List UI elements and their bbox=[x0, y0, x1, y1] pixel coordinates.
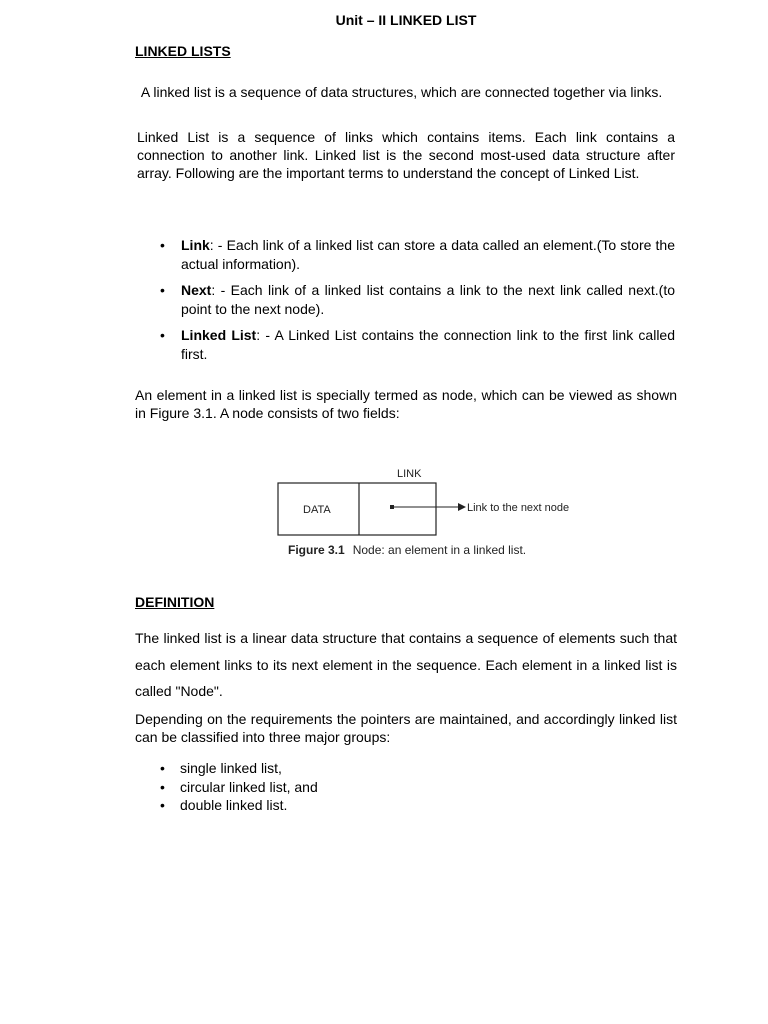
bullet-icon: • bbox=[160, 282, 165, 298]
group-label: double linked list. bbox=[180, 797, 288, 813]
list-item bbox=[160, 326, 675, 363]
group-label: single linked list, bbox=[180, 760, 282, 776]
figure-top-label: LINK bbox=[397, 468, 422, 480]
intro-paragraph bbox=[137, 83, 675, 101]
section-heading-linked-lists: LINKED LISTS bbox=[135, 43, 231, 59]
term-label: Link bbox=[181, 237, 210, 253]
term-label: Next bbox=[181, 282, 212, 298]
list-item bbox=[160, 796, 560, 815]
list-item bbox=[160, 281, 675, 318]
figure-data-label: DATA bbox=[303, 504, 331, 516]
page-title: Unit – II LINKED LIST bbox=[335, 12, 477, 28]
figure-caption-text: Node: an element in a linked list. bbox=[352, 543, 527, 557]
node-figure bbox=[270, 460, 590, 542]
intro-paragraph-text: A linked list is a sequence of data structures, which are connected together via links. bbox=[140, 84, 663, 100]
bullet-icon: • bbox=[160, 760, 165, 776]
term-label: Linked List bbox=[181, 327, 257, 343]
terms-list bbox=[160, 236, 675, 371]
list-item bbox=[160, 236, 675, 273]
arrow-head-icon bbox=[458, 503, 466, 511]
list-item bbox=[160, 759, 560, 778]
term-description: : - A Linked List contains the connection link to the first link called first. bbox=[181, 327, 675, 362]
bullet-icon: • bbox=[160, 797, 165, 813]
list-item bbox=[160, 778, 560, 797]
pointer-dot-icon bbox=[390, 505, 394, 509]
groups-paragraph: Depending on the requirements the pointers are maintained, and accordingly linked list can be classified into three major groups: bbox=[135, 711, 677, 745]
node-box bbox=[278, 483, 436, 535]
bullet-icon: • bbox=[160, 237, 165, 253]
bullet-icon: • bbox=[160, 327, 165, 343]
figure-caption bbox=[288, 543, 526, 557]
groups-list bbox=[160, 759, 560, 815]
figure-caption-number: Figure 3.1 bbox=[288, 543, 345, 557]
second-paragraph: Linked List is a sequence of links which contains items. Each link contains a connection to another link. Linked list is the second most-used data structure after array. Following are the important terms to understand the concept of Linked List. bbox=[137, 129, 675, 181]
figure-arrow-label: Link to the next node bbox=[467, 502, 570, 514]
section-heading-definition: DEFINITION bbox=[135, 594, 215, 610]
term-description: : - Each link of a linked list contains a link to the next link called next.(to point to the next node). bbox=[181, 282, 675, 317]
node-paragraph: An element in a linked list is specially termed as node, which can be viewed as shown in Figure 3.1. A node consists of two fields: bbox=[135, 387, 677, 421]
bullet-icon: • bbox=[160, 778, 165, 795]
definition-paragraph: The linked list is a linear data structure that contains a sequence of elements such that each element links to its next element in the sequence. Each element in a linked list is called "Node". bbox=[135, 630, 677, 699]
group-label: circular linked list, and bbox=[180, 778, 318, 795]
term-description: : - Each link of a linked list can store a data called an element.(To store the actual information). bbox=[181, 237, 675, 272]
